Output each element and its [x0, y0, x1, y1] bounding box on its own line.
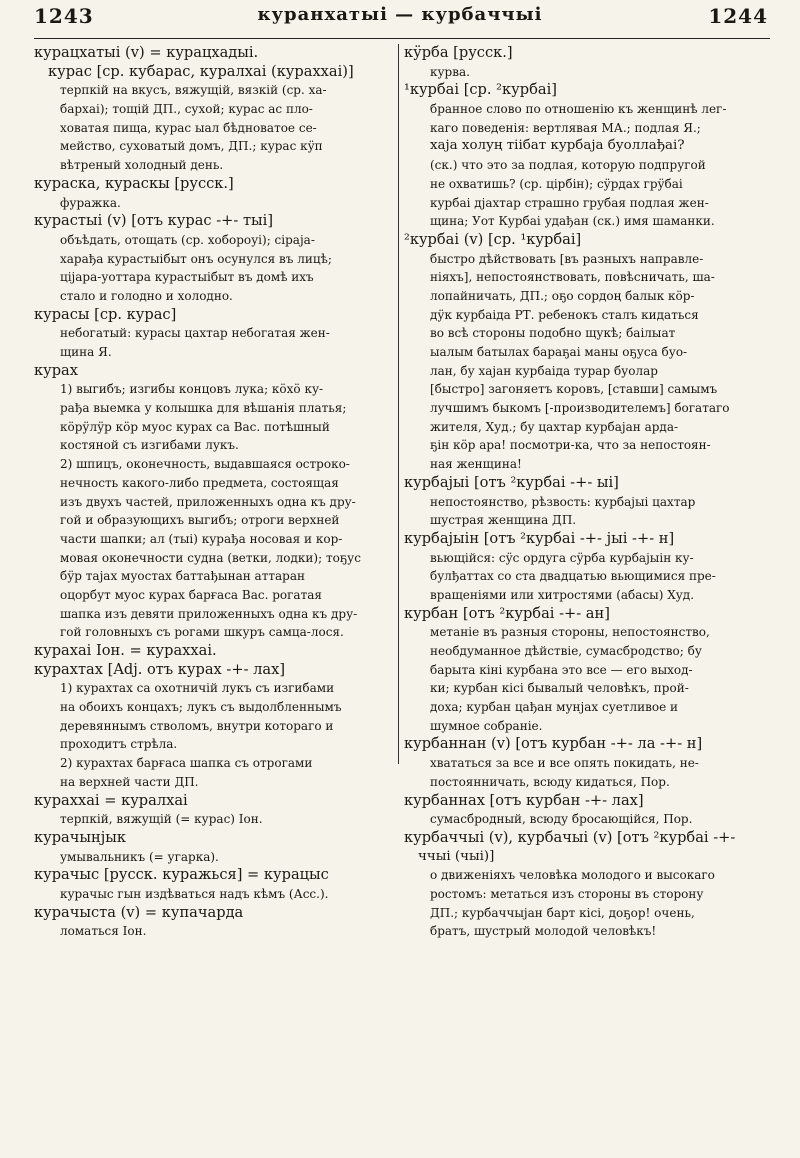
entry-definition-line: барxаі); тощій ДП., сухой; курас ас пло- [60, 102, 313, 117]
entry-definition-line: костяной съ изгибами лукъ. [60, 438, 239, 453]
entry-definition-line: ҕін кӧр ара! посмотри-ка, что за непостоян- [430, 438, 711, 453]
entry-headword-line: курбаjыі [отъ ²курбаі -+- ыі] [404, 473, 619, 491]
entry-definition-line: булђаттах со ста двадцатью вьющимися пре- [430, 569, 716, 584]
entry-definition-line: ки; курбан кісі бывалый человѣкъ, прой- [430, 681, 689, 696]
entry-headword-line: курбаннан (v) [отъ курбан -+- ла -+- н] [404, 735, 703, 753]
entry-definition-line: фуражка. [60, 195, 121, 210]
entry-definition-line: барыта кіні курбана это все — его выход- [430, 662, 693, 677]
entry-definition-line: 1) выгибъ; изгибы концовъ лука; кӧхӧ ку- [60, 382, 324, 397]
entry-definition-line: части шапки; ал (тыі) курађа носовая и кор- [60, 531, 343, 546]
entry-definition-line: вращеніями или хитростями (абасы) Худ. [430, 587, 695, 602]
entry-definition-line: непостоянство, рѣзвость: курбаjыі цахтар [430, 494, 696, 509]
entry-definition-line: (ск.) что это за подлая, которую подпругой [430, 158, 706, 173]
left-column [34, 44, 396, 941]
entry-definition-line: курачыс гын издѣваться надъ кѣмъ (Асс.). [60, 886, 329, 901]
entry-definition-line: дӱк курбаіда РТ. ребенокъ сталъ кидаться [430, 307, 699, 322]
entry-definition-line: умывальникъ (= угарка). [60, 849, 219, 864]
entry-definition-line: гой и образующихъ выгибъ; отроги верхней [60, 513, 340, 528]
entry-definition-line: шапка изъ девяти приложенныхъ одна къ дру- [60, 606, 358, 621]
entry-headword-line: курачынјык [34, 828, 127, 846]
entry-definition-line: объѣдать, отощать (ср. хобороуі); сіраја- [60, 232, 315, 247]
entry-definition-line: ччыі (чыі)] [418, 848, 495, 864]
entry-definition-line: шустрая женщина ДП. [430, 513, 577, 528]
entry-definition-line: гой головныхъ съ рогами шкуръ самца-лося. [60, 625, 344, 640]
entry-definition-line: ДП.; курбаччыјан барт кісі, доҕор! очень, [430, 905, 695, 920]
entry-definition-line: жителя, Худ.; бу цахтар курбајан ардa- [430, 419, 679, 434]
entry-definition-line: курбаі дјахтар страшно грубая подлая жен- [430, 195, 709, 210]
entry-definition-line: харађа курастыібыт онъ осунулся въ лицѣ; [60, 251, 332, 266]
entry-definition-line: щина Я. [60, 345, 112, 359]
entry-definition-line: не охватишь? (ср. цірбін); сӱрдах грӱбаі [430, 176, 683, 191]
entry-headword-line: курасы [ср. курас] [34, 305, 177, 323]
entry-headword-line: курбан [отъ ²курбаі -+- ан] [404, 604, 610, 622]
page-number-right: 1244 [708, 4, 768, 28]
entry-definition-line: вьющійся: сӱс ордуга сӱрба курбаjыін ку- [430, 550, 694, 565]
header-rule [34, 38, 770, 39]
entry-definition-line: каго поведенія: вертлявая МА.; подлая Я.; [430, 120, 701, 135]
entry-definition-line: шумное собраніе. [430, 718, 543, 733]
entry-definition-line: 1) курахтах са охотничій лукъ съ изгибами [60, 681, 335, 696]
entry-headword-line: курацхатыі (v) = курацхадыі. [34, 44, 259, 61]
entry-headword-line: курачыста (v) = купачарда [34, 903, 244, 921]
entry-definition-line: щина; Уот Курбаі удађан (ск.) имя шаманки. [430, 214, 715, 229]
entry-definition-line: оцорбут муос курах барғаса Вас. рогатая [60, 587, 322, 602]
page-number-left: 1243 [34, 4, 94, 28]
entry-definition-line: мовая оконечности судна (ветки, лодки); тоҕус [60, 550, 361, 565]
entry-definition-line: вѣтреный холодный день. [60, 158, 224, 173]
entry-headword-line: курбаннах [отъ курбан -+- лах] [404, 791, 644, 809]
entry-definition-line: 2) шпицъ, оконечность, выдавшаяся остроко- [60, 457, 350, 472]
entry-definition-line: постоянничать, всюду кидаться, Пор. [430, 774, 670, 789]
entry-definition-line: хвататься за все и все опять покидать, не- [430, 756, 699, 771]
entry-definition-line: о движеніяхъ человѣка молодого и высокаго [430, 868, 715, 883]
entry-definition-line: быстро дѣйствовать [въ разныхъ направле- [430, 251, 704, 266]
running-title: куранхатыі — курбаччыі [257, 4, 543, 25]
entry-definition-line: лучшимъ быкомъ [-производителемъ] богатаго [430, 401, 730, 416]
entry-definition-line: кӧрӱлӱр кӧр муос курах са Вас. потѣшный [60, 419, 330, 434]
entry-definition-line: лан, бу хаjан курбаіда турар буолар [430, 363, 658, 378]
entry-definition-line: мейство, суховатый домъ, ДП.; курас кӱп [60, 139, 323, 154]
entry-definition-line: деревяннымъ стволомъ, внутри котораго и [60, 718, 334, 733]
entry-definition-line: рађа выемка у колышка для вѣшанія платья; [60, 401, 347, 416]
entry-definition-line: небогатый: курасы цахтар небогатая жен- [60, 326, 330, 341]
entry-definition-line: ростомъ: метаться изъ стороны въ сторону [430, 886, 704, 901]
entry-definition-line: ховатая пища, курас ыал бѣдноватое се- [60, 120, 317, 135]
entry-definition-line: ніяхъ], непостоянствовать, повѣсничать, ша- [430, 270, 715, 285]
entry-definition-line: ломаться Іон. [60, 924, 147, 939]
entry-headword-line: курбаjыін [отъ ²курбаі -+- јыі -+- н] [404, 529, 675, 547]
entry-headword-line: кураска, кураскы [русск.] [34, 174, 234, 192]
page-header [0, 0, 800, 40]
entry-definition-line: бранное слово по отношенію къ женщинѣ лег- [430, 102, 727, 117]
entry-definition-line: братъ, шустрый молодой человѣкъ! [430, 924, 657, 939]
entry-definition-line: стало и голодно и холодно. [60, 288, 233, 303]
entry-definition-line: курва. [430, 64, 470, 79]
entry-definition-line: ціјара-уоттара курастыібыт въ домѣ ихъ [60, 270, 314, 285]
entry-headword-line: курастыі (v) [отъ курас -+- тыі] [34, 212, 274, 230]
entry-definition-line: лопайничать, ДП.; оҕо сордоң балык кӧр- [430, 288, 695, 303]
entry-definition-line: нечность какого-либо предмета, состоящая [60, 475, 339, 490]
entry-definition-line: доха; курбан цађан мунјах суетливое и [430, 700, 679, 715]
entry-headword-line: курбаччыі (v), курбачыі (v) [отъ ²курбаі -+- [404, 828, 736, 846]
entry-definition-line: необдуманное дѣйствіе, сумасбродство; бу [430, 644, 702, 658]
entry-headword-line: ²курбаі (v) [ср. ¹курбаі] [404, 230, 582, 248]
entry-definition-line: на верхней части ДП. [60, 774, 199, 789]
entry-definition-line: бӱр тајах муостах баттађынан аттаран [60, 569, 305, 584]
entry-definition-line: хаjа холуң тіібат курбаjа буоллађаі? [430, 138, 685, 154]
entry-definition-line: [быстро] загоняетъ коровъ, [ставши] самымъ [430, 382, 718, 397]
entry-definition-line: метаніе въ разныя стороны, непостоянство, [430, 625, 710, 640]
entry-definition-line: ная женщина! [430, 457, 522, 472]
entry-headword-line: курах [34, 361, 78, 379]
entry-definition-line: терпкій на вкусъ, вяжущій, вязкій (ср. ха- [60, 83, 327, 98]
column-divider [398, 44, 399, 764]
entry-headword-line: курас [ср. кубарас, куралхаі (курахxаі)] [48, 62, 354, 80]
entry-headword-line: курахxаі = куралхаі [34, 791, 188, 809]
entry-headword-line: курахтах [Adj. отъ курах -+- лах] [34, 660, 286, 678]
entry-definition-line: проходитъ стрѣла. [60, 737, 178, 752]
entry-definition-line: изъ двухъ частей, приложенныхъ одна къ дру- [60, 494, 356, 509]
entry-definition-line: ыалым батылах бараҕаі маны оҕуса буо- [430, 345, 688, 359]
entry-headword-line: курахаі Іон. = курахxаі. [34, 642, 217, 659]
entry-definition-line: во всѣ стороны подобно щукѣ; баілыат [430, 326, 676, 341]
right-column [404, 44, 768, 941]
entry-headword-line: курачыс [русск. куражься] = курацыс [34, 866, 329, 884]
entry-definition-line: на обоихъ концахъ; лукъ съ выдолбленнымъ [60, 700, 342, 715]
entry-definition-line: сумасбродный, всюду бросающійся, Пор. [430, 812, 693, 827]
entry-headword-line: ¹курбаі [ср. ²курбаі] [404, 81, 557, 99]
entry-definition-line: терпкій, вяжущій (= курас) Іон. [60, 812, 263, 827]
entry-definition-line: 2) курахтах барғаса шапка съ отрогами [60, 756, 313, 771]
entry-headword-line: кӱрба [русск.] [404, 44, 513, 61]
